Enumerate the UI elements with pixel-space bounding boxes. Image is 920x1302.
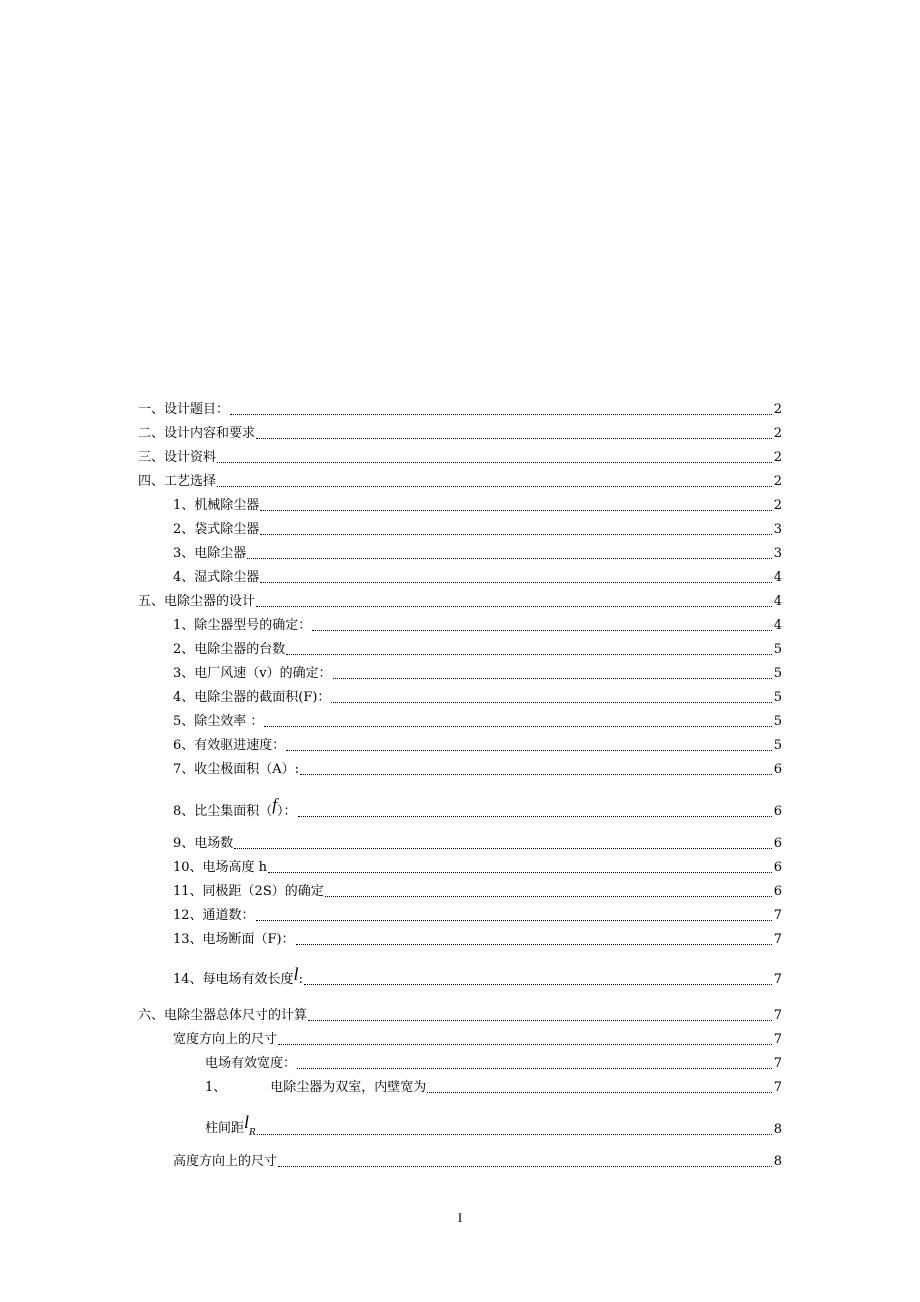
- toc-entry[interactable]: [173, 795, 782, 820]
- toc-label: 五、电除尘器的设计: [138, 594, 256, 609]
- toc-entry[interactable]: [173, 518, 782, 538]
- dot-leader: [286, 654, 772, 655]
- toc-page-number: 7: [773, 932, 782, 947]
- dot-leader: [297, 1068, 772, 1069]
- dot-leader: [257, 1134, 772, 1135]
- toc-entry[interactable]: [173, 614, 782, 634]
- toc-label: 10、电场高度 h: [173, 860, 268, 875]
- toc-label: 2、袋式除尘器: [173, 522, 260, 537]
- toc-label: 6、有效驱进速度：: [173, 738, 286, 753]
- toc-page-number: 4: [773, 594, 782, 609]
- toc-entry[interactable]: [173, 494, 782, 514]
- toc-label: 7、收尘极面积（A）:: [173, 762, 300, 777]
- toc-label-suffix: :: [298, 972, 303, 987]
- toc-label: 二、设计内容和要求: [138, 426, 256, 441]
- dot-leader: [260, 534, 772, 535]
- toc-entry[interactable]: [173, 662, 782, 682]
- toc-label-text: 14、每电场有效长度: [173, 972, 294, 987]
- dot-leader: [260, 510, 772, 511]
- toc-entry[interactable]: [138, 590, 782, 610]
- toc-label: 4、湿式除尘器: [173, 570, 260, 585]
- toc-page-number: 6: [773, 804, 782, 819]
- toc-page-number: 6: [773, 860, 782, 875]
- toc-label: 5、除尘效率 ：: [173, 714, 264, 729]
- dot-leader: [260, 582, 772, 583]
- toc-label: 11、同极距（2S）的确定: [173, 884, 324, 899]
- toc-page-number: 2: [773, 474, 782, 489]
- toc-entry[interactable]: [173, 856, 782, 876]
- dot-leader: [308, 1020, 772, 1021]
- dot-leader: [331, 702, 772, 703]
- toc-entry[interactable]: [173, 542, 782, 562]
- toc-page-number: 5: [773, 666, 782, 681]
- toc-entry[interactable]: [138, 398, 782, 418]
- dot-leader: [300, 774, 772, 775]
- toc-entry[interactable]: [138, 1004, 782, 1024]
- dot-leader: [427, 1092, 772, 1093]
- toc-label: 1、机械除尘器: [173, 498, 260, 513]
- toc-label: [173, 795, 297, 820]
- toc-label: 3、电厂风速（v）的确定：: [173, 666, 332, 681]
- toc-entry[interactable]: [173, 566, 782, 586]
- toc-entry[interactable]: [173, 928, 782, 948]
- toc-entry[interactable]: [173, 638, 782, 658]
- toc-label-number: 1、: [205, 1080, 227, 1095]
- toc-page-number: 8: [773, 1122, 782, 1137]
- toc-page-number: 5: [773, 642, 782, 657]
- toc-page-number: 2: [773, 402, 782, 417]
- toc-entry[interactable]: [205, 1052, 782, 1072]
- math-symbol-f: f: [272, 795, 278, 814]
- dot-leader: [256, 606, 772, 607]
- toc-entry[interactable]: [173, 880, 782, 900]
- toc-label: 宽度方向上的尺寸: [173, 1032, 278, 1047]
- toc-page-number: 2: [773, 498, 782, 513]
- toc-entry[interactable]: [173, 1028, 782, 1048]
- toc-entry[interactable]: [173, 904, 782, 924]
- dot-leader: [298, 816, 772, 817]
- dot-leader: [217, 462, 772, 463]
- math-symbol-l: l: [244, 1112, 250, 1132]
- dot-leader: [217, 486, 772, 487]
- dot-leader: [286, 750, 772, 751]
- dot-leader: [264, 726, 772, 727]
- toc-label: [205, 1080, 426, 1096]
- toc-label: 13、电场断面（F)：: [173, 932, 295, 947]
- toc-label: 9、电场数: [173, 836, 234, 851]
- dot-leader: [278, 1166, 772, 1167]
- dot-leader: [278, 1044, 772, 1045]
- page-number-footer: I: [457, 1210, 463, 1225]
- toc-page-number: 6: [773, 762, 782, 777]
- toc-page-number: 4: [773, 618, 782, 633]
- toc-label: 六、电除尘器总体尺寸的计算: [138, 1008, 308, 1023]
- toc-page-number: 7: [773, 1056, 782, 1071]
- toc-entry[interactable]: [173, 964, 782, 988]
- toc-page-number: 5: [773, 714, 782, 729]
- toc-page-number: 7: [773, 1080, 782, 1095]
- dot-leader: [234, 848, 772, 849]
- toc-page-number: 7: [773, 1008, 782, 1023]
- toc-label: 2、电除尘器的台数: [173, 642, 286, 657]
- toc-label: [205, 1112, 256, 1138]
- toc-page-number: 8: [773, 1154, 782, 1169]
- toc-label-text: 电除尘器为双室，内壁宽为: [270, 1080, 427, 1095]
- toc-page-number: 3: [773, 546, 782, 561]
- toc-label: 三、设计资料: [138, 450, 217, 465]
- toc-label: 4、电除尘器的截面积(F)：: [173, 690, 331, 705]
- toc-entry[interactable]: [138, 470, 782, 490]
- toc-entry[interactable]: [205, 1076, 782, 1096]
- toc-label: 12、通道数：: [173, 908, 255, 923]
- dot-leader: [256, 438, 772, 439]
- toc-label-suffix: ）：: [277, 804, 297, 819]
- toc-page-number: 4: [773, 570, 782, 585]
- toc-entry[interactable]: [173, 686, 782, 706]
- dot-leader: [325, 896, 772, 897]
- dot-leader: [268, 872, 772, 873]
- toc-page-number: 7: [773, 1032, 782, 1047]
- toc-page-number: 2: [773, 426, 782, 441]
- toc-label: 高度方向上的尺寸: [173, 1154, 278, 1169]
- math-symbol-l: l: [293, 964, 299, 984]
- dot-leader: [230, 414, 772, 415]
- dot-leader: [312, 630, 772, 631]
- toc-page-number: 3: [773, 522, 782, 537]
- toc-entry[interactable]: [173, 734, 782, 754]
- dot-leader: [296, 944, 772, 945]
- toc-entry[interactable]: [173, 1150, 782, 1170]
- toc-page-number: 7: [773, 908, 782, 923]
- toc-entry[interactable]: [138, 446, 782, 466]
- toc-entry[interactable]: [138, 422, 782, 442]
- toc-page-number: 5: [773, 690, 782, 705]
- toc-entry[interactable]: [173, 758, 782, 778]
- math-subscript-r: R: [249, 1128, 256, 1138]
- toc-page-number: 2: [773, 450, 782, 465]
- dot-leader: [304, 984, 772, 985]
- toc-label: 一、设计题目：: [138, 402, 230, 417]
- toc-page-number: 7: [773, 972, 782, 987]
- toc-entry[interactable]: [173, 832, 782, 852]
- toc-label-text: 柱间距: [205, 1121, 245, 1136]
- toc-entry[interactable]: [173, 710, 782, 730]
- dot-leader: [256, 920, 772, 921]
- toc-page-number: 5: [773, 738, 782, 753]
- toc-label: [173, 964, 303, 988]
- toc-label: 3、电除尘器: [173, 546, 247, 561]
- toc-label-text: 8、比尘集面积（: [173, 804, 273, 819]
- toc-page-number: 6: [773, 836, 782, 851]
- toc-entry[interactable]: [205, 1112, 782, 1138]
- toc-label: 四、工艺选择: [138, 474, 217, 489]
- toc-label: 1、除尘器型号的确定：: [173, 618, 312, 633]
- dot-leader: [333, 678, 772, 679]
- toc-label: 电场有效宽度：: [205, 1056, 297, 1071]
- dot-leader: [247, 558, 772, 559]
- toc-page-number: 6: [773, 884, 782, 899]
